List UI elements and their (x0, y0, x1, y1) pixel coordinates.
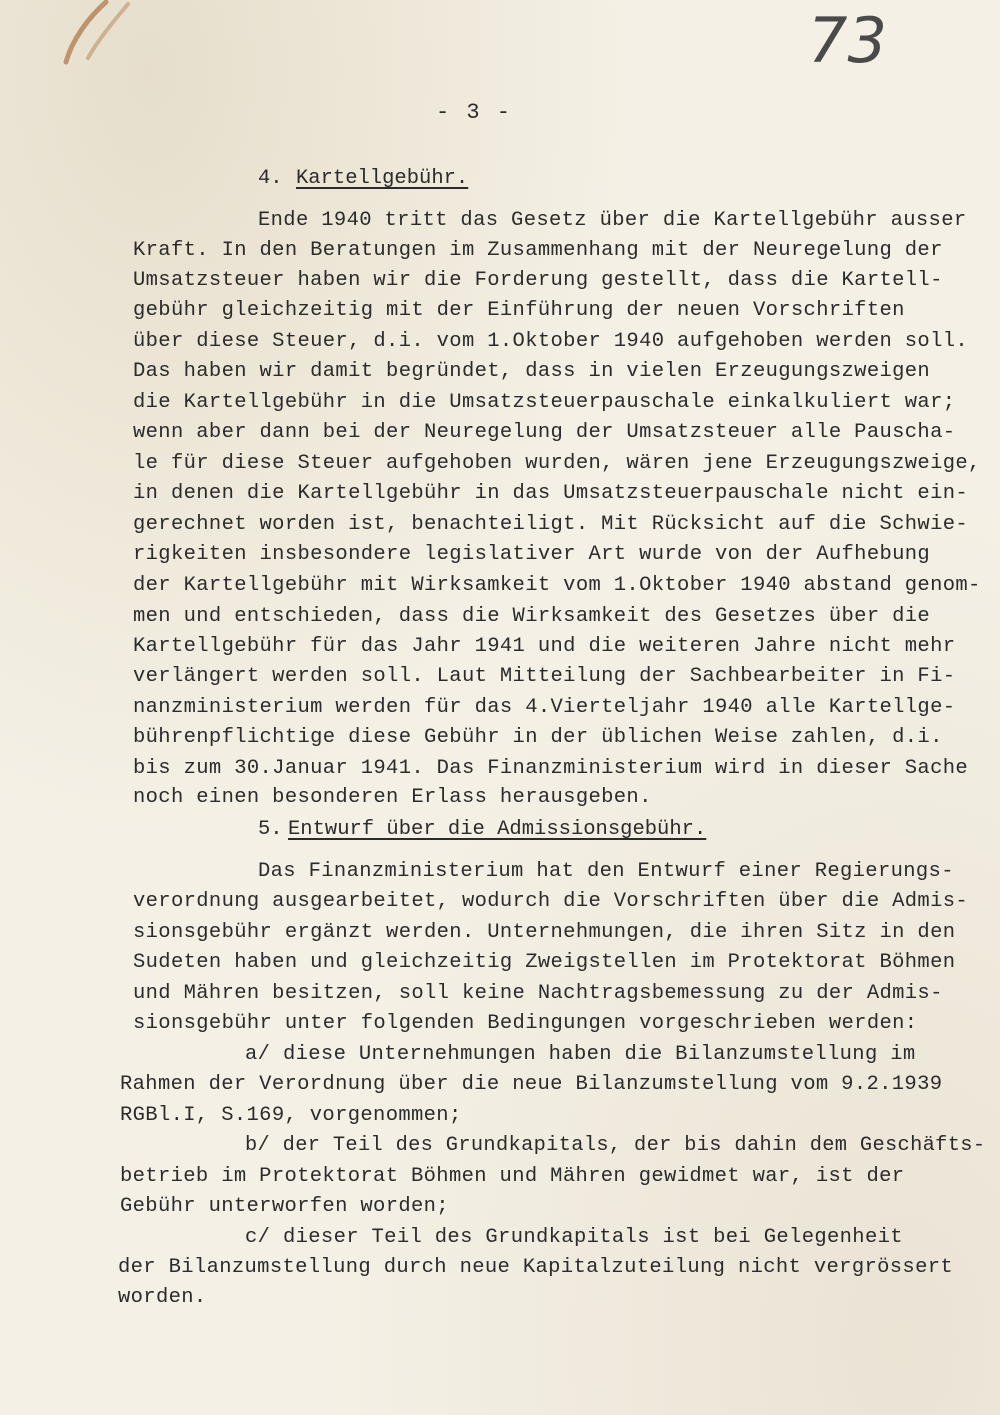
section-5-number: 5. (258, 818, 283, 841)
page-number: - 3 - (436, 100, 513, 125)
folio-number (800, 0, 890, 90)
body-line: über diese Steuer, d.i. vom 1.Oktober 1940 aufgehoben werden soll. (133, 330, 969, 353)
list-item-a: a/ diese Unternehmungen haben die Bilanzumstellung im (245, 1043, 916, 1066)
body-line: worden. (118, 1286, 207, 1309)
body-line: verordnung ausgearbeitet, wodurch die Vorschriften über die Admis- (133, 890, 969, 913)
body-line: nanzministerium werden für das 4.Vierteljahr 1940 alle Kartellge- (133, 696, 956, 719)
body-line: le für diese Steuer aufgehoben wurden, wären jene Erzeugungszweige, (133, 452, 981, 475)
body-line: bis zum 30.Januar 1941. Das Finanzministerium wird in dieser Sache (133, 757, 969, 780)
section-5-title: Entwurf über die Admissionsgebühr. (288, 818, 707, 841)
body-line: Das haben wir damit begründet, dass in vielen Erzeugungszweigen (133, 360, 931, 383)
body-line: Kartellgebühr für das Jahr 1941 und die weiteren Jahre nicht mehr (133, 635, 956, 658)
body-line: verlängert werden soll. Laut Mitteilung der Sachbearbeiter in Fi- (133, 665, 956, 688)
body-line: gerechnet worden ist, benachteiligt. Mit Rücksicht auf die Schwie- (133, 513, 969, 536)
body-line: Gebühr unterworfen worden; (120, 1195, 449, 1218)
body-line: die Kartellgebühr in die Umsatzsteuerpauschale einkalkuliert war; (133, 391, 956, 414)
list-item-b: b/ der Teil des Grundkapitals, der bis dahin dem Geschäfts- (245, 1134, 986, 1157)
body-line: Kraft. In den Beratungen im Zusammenhang mit der Neuregelung der (133, 239, 943, 262)
body-line: Rahmen der Verordnung über die neue Bilanzumstellung vom 9.2.1939 (120, 1073, 943, 1096)
body-line: men und entschieden, dass die Wirksamkeit des Gesetzes über die (133, 605, 931, 628)
folio-number-text: 73 (808, 4, 887, 77)
body-line: Umsatzsteuer haben wir die Forderung gestellt, dass die Kartell- (133, 269, 943, 292)
body-line: Sudeten haben und gleichzeitig Zweigstellen im Protektorat Böhmen (133, 951, 956, 974)
list-item-c: c/ dieser Teil des Grundkapitals ist bei Gelegenheit (245, 1226, 903, 1249)
body-line: Das Finanzministerium hat den Entwurf einer Regierungs- (258, 860, 954, 883)
body-line: sionsgebühr ergänzt werden. Unternehmungen, die ihren Sitz in den (133, 921, 956, 944)
body-line: noch einen besonderen Erlass herausgeben. (133, 786, 652, 809)
body-line: Ende 1940 tritt das Gesetz über die Kartellgebühr ausser (258, 209, 967, 232)
section-4-number: 4. (258, 167, 283, 190)
body-line: der Bilanzumstellung durch neue Kapitalzuteilung nicht vergrössert (118, 1256, 954, 1279)
paperclip-rust-stain-icon (58, 0, 138, 70)
body-line: wenn aber dann bei der Neuregelung der Umsatzsteuer alle Pauscha- (133, 421, 956, 444)
body-line: rigkeiten insbesondere legislativer Art wurde von der Aufhebung (133, 543, 931, 566)
section-4-title: Kartellgebühr. (296, 167, 469, 190)
body-line: bührenpflichtige diese Gebühr in der üblichen Weise zahlen, d.i. (133, 726, 943, 749)
body-line: RGBl.I, S.169, vorgenommen; (120, 1104, 462, 1127)
body-line: gebühr gleichzeitig mit der Einführung der neuen Vorschriften (133, 299, 905, 322)
body-line: der Kartellgebühr mit Wirksamkeit vom 1.Oktober 1940 abstand genom- (133, 574, 981, 597)
body-line: betrieb im Protektorat Böhmen und Mähren gewidmet war, ist der (120, 1165, 905, 1188)
body-line: in denen die Kartellgebühr in das Umsatzsteuerpauschale nicht ein- (133, 482, 969, 505)
body-line: sionsgebühr unter folgenden Bedingungen vorgeschrieben werden: (133, 1012, 918, 1035)
body-line: und Mähren besitzen, soll keine Nachtragsbemessung zu der Admis- (133, 982, 943, 1005)
